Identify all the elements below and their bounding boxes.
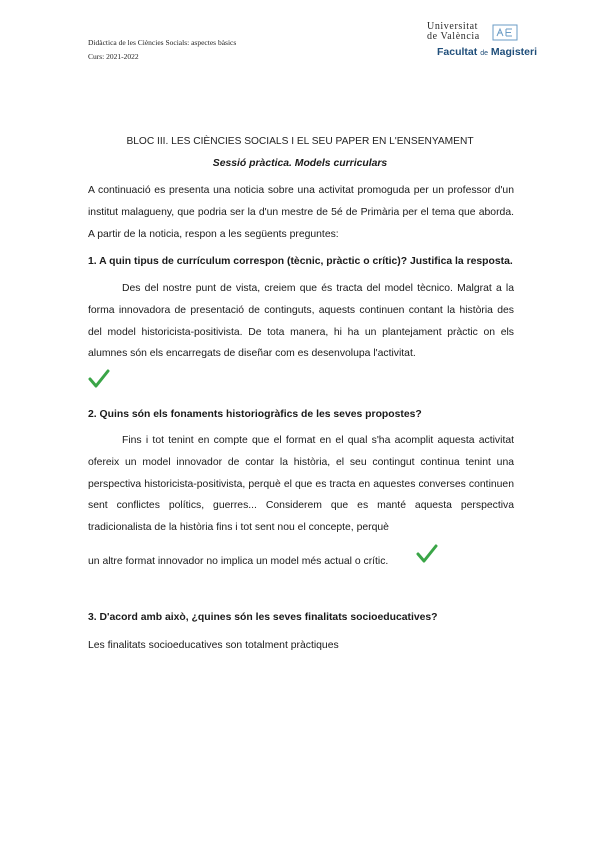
check-mark-icon — [416, 544, 438, 564]
question-1: 1. A quin tipus de currículum correspon (tècnic, pràctic o crític)? Justifica la resposta. — [88, 256, 513, 267]
answer-3: Les finalitats socioeducatives son totalment pràctiques — [88, 640, 339, 651]
faculty-name: Facultat de Magisteri — [437, 46, 538, 58]
answer-2: Fins i tot tenint en compte que el format en el qual s'ha acomplit aquesta activitat ofereix un model innovador de contar la història, el seu contingut continua tenint una perspectiva historicista-positivista, perquè el que es tracta en aquestes converses continuen sent conflictes polítics, guerres... Considerem que es manté aquesta perspectiva tradicionalista de la història fins i tot sent nou el concepte, perquè — [88, 435, 514, 534]
question-3: 3. D'acord amb això, ¿quines són les seves finalitats socioeducatives? — [88, 612, 438, 623]
check-mark-icon — [88, 369, 110, 389]
document-title: BLOC III. LES CIÈNCIES SOCIALS I EL SEU PAPER EN L'ENSENYAMENT — [126, 136, 474, 147]
answer-1: Des del nostre punt de vista, creiem que és tracta del model tècnico. Malgrat a la forma innovadora de presentació de continguts, aquests continuen contant la història des del model historicista-positivista. De tota manera, hi ha un plantejament pràctic on els alumnes són els encarregats de diseñar com es desenvolupa l'activitat. — [88, 283, 514, 360]
course-name: Didàctica de les Ciències Socials: aspectes bàsics — [88, 38, 237, 47]
answer-2-last-line: un altre format innovador no implica un model més actual o crític. — [88, 556, 389, 567]
question-2: 2. Quins són els fonaments historiogràfics de les seves propostes? — [88, 409, 422, 420]
university-emblem-icon — [492, 24, 518, 41]
course-year: Curs: 2021-2022 — [88, 52, 139, 61]
header-course-info — [88, 36, 236, 64]
intro-paragraph: A continuació es presenta una noticia sobre una activitat promoguda per un professor d'un institut malagueny, que podria ser la d'un mestre de 5é de Primària per el tema que aborda. A partir de la noticia, respon a les següents preguntes: — [88, 185, 514, 241]
document-subtitle: Sessió pràctica. Models curriculars — [212, 158, 388, 169]
university-logo — [427, 22, 567, 62]
university-name: Universitat de València — [427, 21, 480, 42]
